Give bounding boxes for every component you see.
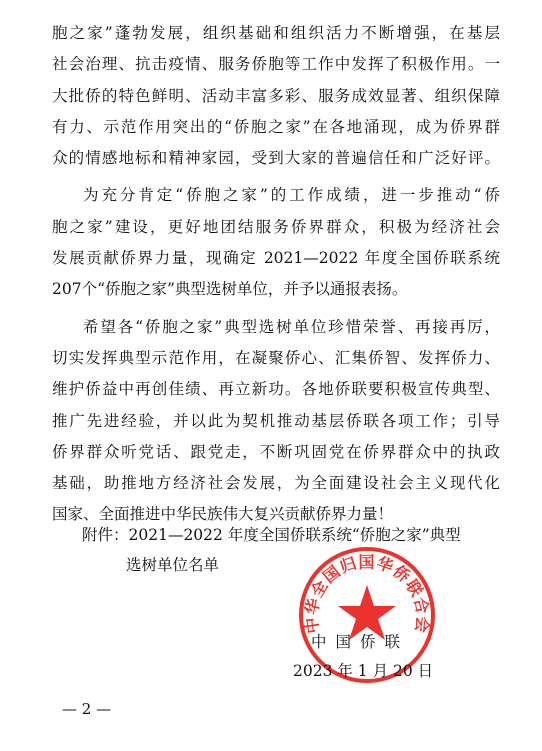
text-line: 社会治理、抗击疫情、服务侨胞等工作中发挥了积极作用。一 bbox=[52, 55, 500, 74]
text-line: 众的情感地标和精神家园，受到大家的普遍信任和广泛好评。 bbox=[52, 149, 500, 168]
text-line: 维护侨益中再创佳绩、再立新功。各地侨联要积极宣传典型、 bbox=[52, 380, 500, 399]
text-line: 胞之家”建设，更好地团结服务侨界群众，积极为经济社会 bbox=[52, 217, 500, 236]
text-line: 207个“侨胞之家”典型选树单位，并予以通报表扬。 bbox=[52, 280, 408, 299]
text-line: 有力、示范作用突出的“侨胞之家”在各地涌现，成为侨界群 bbox=[52, 117, 500, 136]
text-line: 切实发挥典型示范作用，在凝聚侨心、汇集侨智、发挥侨力、 bbox=[52, 348, 500, 367]
signature-org: 中国侨联 bbox=[311, 633, 410, 651]
attachment-line: 选树单位名单 bbox=[126, 556, 220, 574]
body-text bbox=[52, 18, 500, 531]
text-line: 希望各“侨胞之家”典型选树单位珍惜荣誉、再接再厉， bbox=[83, 317, 500, 336]
page-number: — 2 — bbox=[62, 700, 112, 718]
attachment-line: 附件：2021—2022 年度全国侨联系统“侨胞之家”典型 bbox=[82, 526, 461, 544]
text-line: 基础，助推地方经济社会发展，为全面建设社会主义现代化 bbox=[52, 474, 500, 493]
text-line: 侨界群众听党话、跟党走，不断巩固党在侨界群众中的执政 bbox=[52, 442, 500, 461]
text-line: 大批侨的特色鲜明、活动丰富多彩、服务成效显著、组织保障 bbox=[52, 86, 500, 105]
text-line: 推广先进经验，并以此为契机推动基层侨联各项工作；引导 bbox=[52, 411, 500, 430]
signature-date: 2023 年 1 月 20 日 bbox=[293, 662, 434, 680]
text-line: 为充分肯定“侨胞之家”的工作成绩，进一步推动“侨 bbox=[83, 186, 500, 205]
text-line: 国家、全面推进中华民族伟大复兴贡献侨界力量！ bbox=[52, 505, 394, 524]
text-line: 发展贡献侨界力量，现确定 2021—2022 年度全国侨联系统 bbox=[52, 249, 500, 268]
text-line: 胞之家”蓬勃发展，组织基础和组织活力不断增强，在基层 bbox=[52, 24, 500, 42]
seal-arc-text: 中华全国归国华侨联合会 bbox=[301, 552, 433, 635]
